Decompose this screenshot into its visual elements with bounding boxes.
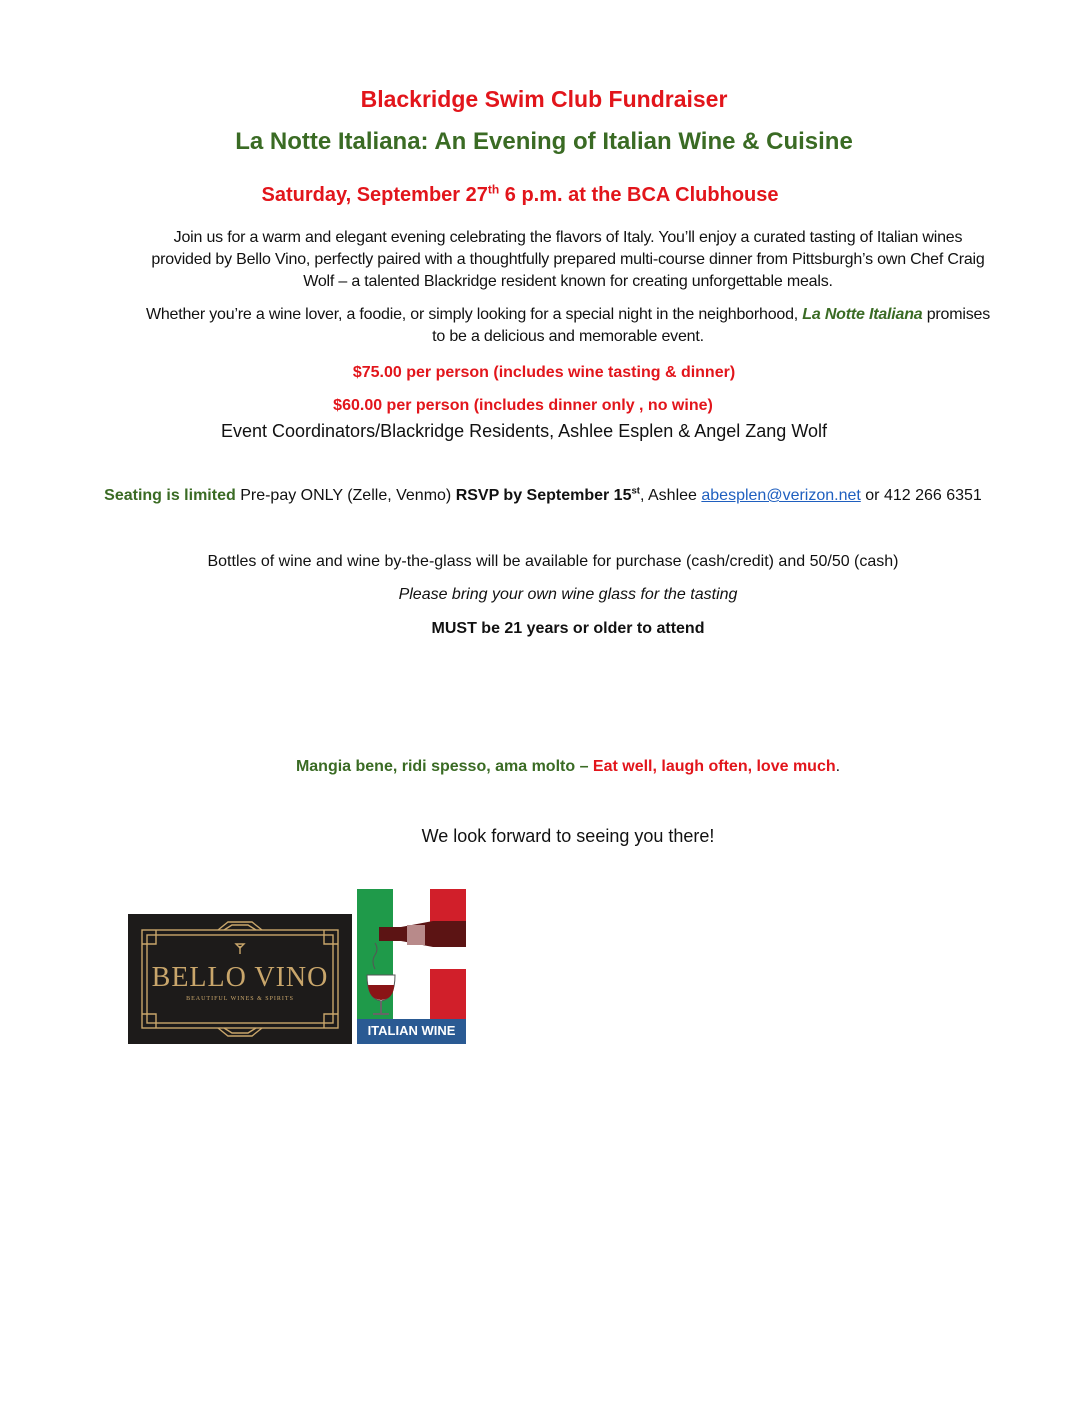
email-link[interactable]: abesplen@verizon.net (701, 487, 861, 504)
event-name-emphasis: La Notte Italiana (802, 306, 923, 323)
price-option-dinner: $60.00 per person (includes dinner only , no wine) (333, 397, 713, 414)
time-location-text: 6 p.m. at the BCA Clubhouse (499, 184, 779, 206)
wine-glass-note: Please bring your own wine glass for the tasting (398, 586, 738, 603)
intro-paragraph (24, 227, 1088, 293)
invitation-line-1 (24, 304, 1088, 326)
invitation-line-2: to be a delicious and memorable event. (432, 328, 704, 345)
invitation-text-pre: Whether you’re a wine lover, a foodie, or simply looking for a special night in the neighborhood, (145, 306, 803, 323)
date-suffix: th (487, 182, 500, 197)
price-option-wine: $75.00 per person (includes wine tasting & dinner) (352, 364, 736, 381)
contact-name: , Ashlee (640, 487, 702, 504)
contact-phone: or 412 266 6351 (860, 487, 982, 504)
seating-limited: Seating is limited (104, 487, 236, 504)
age-requirement: MUST be 21 years or older to attend (431, 620, 705, 637)
rsvp-deadline: RSVP by September 15 (455, 487, 632, 504)
motto-line (24, 758, 1088, 776)
date-text: Saturday, September 27 (261, 184, 488, 206)
motto-english: Eat well, laugh often, love much (592, 758, 836, 775)
bello-vino-logo (128, 914, 352, 1044)
invitation-text-post: promises (922, 306, 991, 323)
intro-line-2: provided by Bello Vino, perfectly paired with a thoughtfully prepared multi-course dinner from Pittsburgh’s own Chef Craig (151, 251, 985, 268)
invitation-paragraph (24, 304, 1088, 348)
closing-line: We look forward to seeing you there! (421, 826, 715, 846)
prepay-text: Pre-pay ONLY (Zelle, Venmo) (235, 487, 456, 504)
event-date-line (0, 184, 1064, 207)
bello-vino-name: BELLO VINO (151, 962, 329, 993)
motto-end: . (835, 758, 841, 775)
intro-line-1: Join us for a warm and elegant evening celebrating the flavors of Italy. You’ll enjoy a curated tasting of Italian wines (173, 229, 963, 246)
italian-wine-label: ITALIAN WINE (367, 1023, 456, 1038)
event-subtitle: La Notte Italiana: An Evening of Italian Wine & Cuisine (235, 128, 853, 155)
italian-wine-logo (357, 889, 466, 1044)
motto-italian: Mangia bene, ridi spesso, ama molto – (295, 758, 593, 775)
italian-flag-wine-icon (357, 889, 466, 1044)
event-coordinators: Event Coordinators/Blackridge Residents, Ashlee Esplen & Angel Zang Wolf (220, 421, 827, 441)
bello-vino-tagline: BEAUTIFUL WINES & SPIRITS (186, 996, 294, 1002)
intro-line-3: Wolf – a talented Blackridge resident known for creating unforgettable meals. (303, 273, 833, 290)
rsvp-line (0, 487, 1087, 505)
event-title: Blackridge Swim Club Fundraiser (360, 86, 728, 112)
purchase-note: Bottles of wine and wine by-the-glass will be available for purchase (cash/credit) and 50/50 (cash) (207, 553, 899, 570)
rsvp-deadline-suffix: st (631, 485, 640, 497)
